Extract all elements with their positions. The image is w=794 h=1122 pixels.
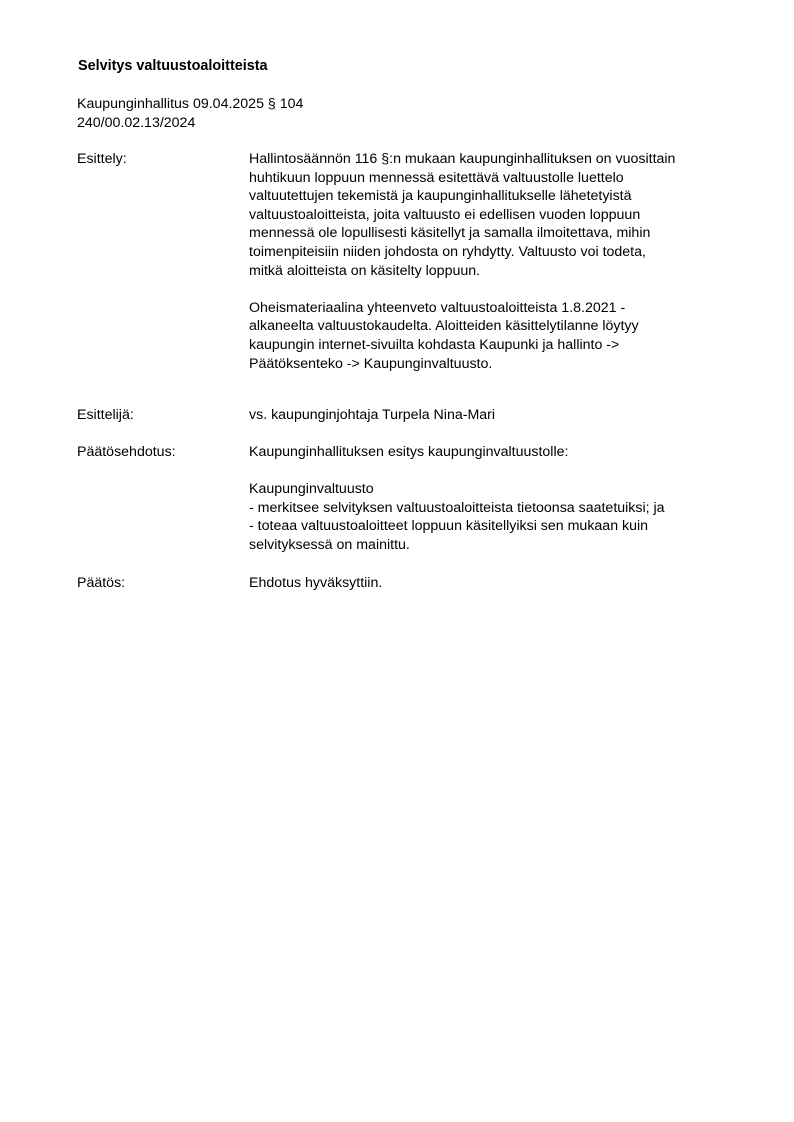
text-line: mitkä aloitteista on käsitelty loppuun.	[249, 262, 481, 279]
text-line: toimenpiteisiin niiden johdosta on ryhdytty. Valtuusto voi todeta,	[249, 243, 646, 260]
section-label-paatos: Päätös:	[77, 575, 126, 591]
text-line: kaupungin internet-sivuilta kohdasta Kaupunki ja hallinto ->	[249, 336, 620, 353]
text-line: valtuutettujen tekemistä ja kaupunginhallitukselle lähetetyistä	[249, 188, 632, 205]
paragraph-gap	[249, 280, 739, 299]
text-line: huhtikuun loppuun mennessä esitettävä valtuustolle luettelo	[249, 169, 624, 186]
section-content-esittelija	[249, 406, 739, 425]
meeting-info	[77, 95, 303, 132]
decision-text: Ehdotus hyväksyttiin.	[249, 575, 383, 591]
text-line: selvityksessä on mainittu.	[249, 536, 410, 553]
section-content-esittely	[249, 150, 739, 373]
text-line: valtuustoaloitteista, joita valtuusto ei edellisen vuoden loppuun	[249, 206, 641, 223]
text-line: - merkitsee selvityksen valtuustoaloitteista tietoonsa saatetuiksi; ja	[249, 499, 665, 516]
meeting-reference: Kaupunginhallitus 09.04.2025 § 104	[77, 96, 304, 112]
proposal-intro: Kaupunginhallituksen esitys kaupunginvaltuustolle:	[249, 444, 569, 460]
text-line: - toteaa valtuustoaloitteet loppuun käsitellyiksi sen mukaan kuin	[249, 518, 649, 535]
section-label-paatosehdotus: Päätösehdotus:	[77, 444, 176, 460]
text-line: Hallintosäännön 116 §:n mukaan kaupunginhallituksen on vuosittain	[249, 151, 676, 167]
section-label-esittely: Esittely:	[77, 151, 127, 167]
text-line: mennessä ole lopullisesti käsitellyt ja samalla ilmoitettava, mihin	[249, 225, 651, 242]
text-line: Päätöksenteko -> Kaupunginvaltuusto.	[249, 355, 493, 372]
section-label-esittelija: Esittelijä:	[77, 407, 134, 423]
section-content-paatosehdotus	[249, 443, 739, 555]
text-line: Kaupunginvaltuusto	[249, 481, 374, 498]
text-line: alkaneelta valtuustokaudelta. Aloitteiden käsittelytilanne löytyy	[249, 318, 639, 335]
presenter-name: vs. kaupunginjohtaja Turpela Nina-Mari	[249, 407, 496, 423]
paragraph-gap	[249, 462, 739, 481]
document-title: Selvitys valtuustoaloitteista	[78, 58, 268, 74]
section-content-paatos	[249, 574, 739, 593]
record-number: 240/00.02.13/2024	[77, 114, 196, 131]
text-line: Oheismateriaalina yhteenveto valtuustoaloitteista 1.8.2021 -	[249, 299, 626, 316]
